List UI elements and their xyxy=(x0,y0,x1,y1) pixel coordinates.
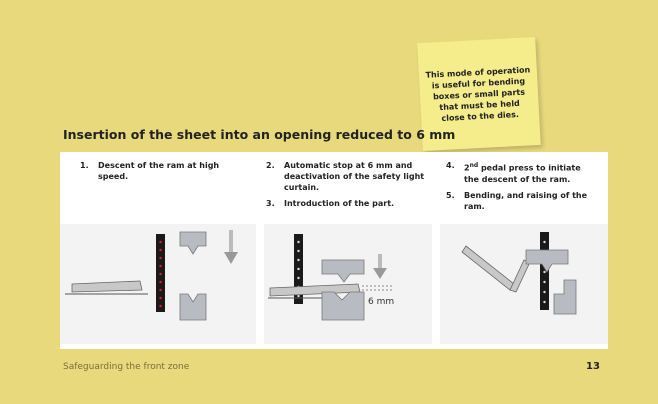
figure-stop-6mm xyxy=(264,224,432,344)
figure-stop-6mm-drawing xyxy=(264,224,432,344)
step-number: 1. xyxy=(80,161,89,170)
step-text xyxy=(464,160,596,185)
step-item xyxy=(446,160,596,185)
step-item xyxy=(80,160,230,182)
step-text-prefix: 2 xyxy=(464,163,470,173)
section-title: Insertion of the sheet into an opening reduced to 6 mm xyxy=(63,127,456,142)
step-number: 5. xyxy=(446,190,455,200)
step-item xyxy=(266,198,426,209)
footer-section-label: Safeguarding the front zone xyxy=(63,362,190,372)
steps-column-2 xyxy=(266,160,426,214)
steps-column-3 xyxy=(446,160,596,217)
illustration-panel xyxy=(60,152,608,349)
step-number: 3. xyxy=(266,199,275,208)
step-text-rest: pedal press to initiate the descent of the ram. xyxy=(464,163,581,184)
step-text: Automatic stop at 6 mm and deactivation of the safety light curtain. xyxy=(284,161,425,192)
figure-ram-descent xyxy=(60,224,256,344)
sticky-note-text: This mode of operation is useful for bending boxes or small parts that must be held close to the dies. xyxy=(425,64,531,123)
step-text: Descent of the ram at high speed. xyxy=(98,161,220,181)
step-item xyxy=(446,190,596,212)
step-text-superscript: nd xyxy=(469,162,479,169)
figure-bending-drawing xyxy=(440,224,608,344)
steps-column-1 xyxy=(80,160,230,187)
step-item xyxy=(266,160,426,193)
page-number: 13 xyxy=(586,361,600,372)
figure-ram-descent-drawing xyxy=(60,224,256,344)
step-number: 4. xyxy=(446,161,455,170)
step-number: 2. xyxy=(266,161,275,170)
step-text: Bending, and raising of the ram. xyxy=(464,190,588,211)
gap-label: 6 mm xyxy=(368,297,395,307)
step-text: Introduction of the part. xyxy=(284,199,395,208)
figure-bending xyxy=(440,224,608,344)
